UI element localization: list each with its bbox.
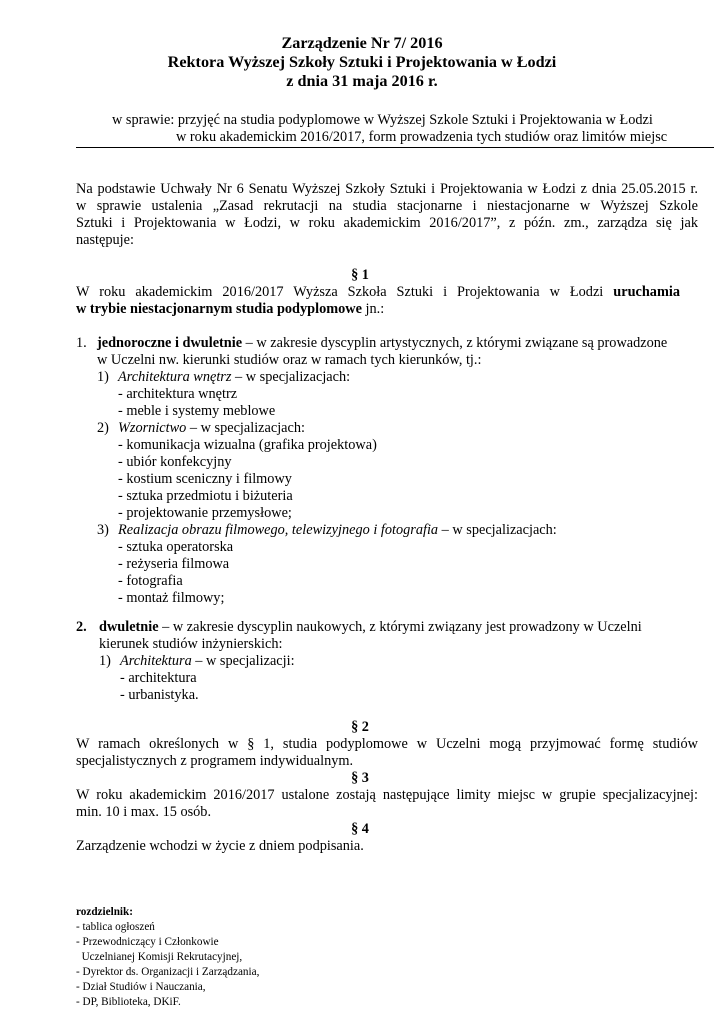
section-1-mark: § 1: [351, 267, 369, 283]
list-item: - kostium sceniczny i filmowy: [118, 471, 292, 487]
group-3-suffix: – w specjalizacjach:: [438, 522, 557, 538]
item-2-group-heading: [120, 653, 295, 670]
item-1-bold: jednoroczne i dwuletnie: [97, 335, 243, 351]
section-2-line-2: specjalistycznych z programem indywidualnym.: [76, 753, 354, 769]
list-item: - projektowanie przemysłowe;: [118, 505, 292, 521]
group-1-name: Architektura wnętrz: [118, 369, 232, 385]
list-item: - architektura: [120, 670, 197, 686]
list-item: - meble i systemy meblowe: [118, 403, 276, 419]
distribution-item: - Przewodniczący i Członkowie: [76, 936, 219, 948]
section-3-line-2: min. 10 i max. 15 osób.: [76, 804, 212, 820]
list-item: - montaż filmowy;: [118, 590, 225, 606]
item-2-group-number: 1): [99, 653, 111, 669]
distribution-item: - tablica ogłoszeń: [76, 921, 155, 933]
list-item: - urbanistyka.: [120, 687, 199, 703]
group-1-suffix: – w specjalizacjach:: [231, 369, 351, 385]
group-3-number: 3): [97, 522, 109, 538]
header-divider: [76, 147, 714, 148]
group-2-suffix: – w specjalizacjach:: [186, 420, 305, 436]
distribution-item: - DP, Biblioteka, DKiF.: [76, 996, 181, 1008]
distribution-item: Uczelnianej Komisji Rekrutacyjnej,: [76, 951, 243, 963]
list-item: - ubiór konfekcyjny: [118, 454, 232, 470]
group-2-name: Wzornictwo: [118, 420, 187, 436]
group-3-heading: [118, 522, 557, 539]
item-2-bold: dwuletnie: [99, 619, 159, 635]
preamble-line-3: Sztuki i Projektowania w Łodzi, w roku akademickim 2016/2017”, z późn. zm., zarządza się jak: [76, 215, 698, 231]
section-4-line-1: Zarządzenie wchodzi w życie z dniem podpisania.: [76, 838, 364, 854]
section-1-line-2: [76, 301, 384, 318]
distribution-heading: rozdzielnik:: [76, 906, 133, 918]
group-1-number: 1): [97, 369, 109, 385]
group-3-name: Realizacja obrazu filmowego, telewizyjnego i fotografia: [118, 522, 439, 538]
item-2-heading: [99, 619, 642, 636]
document-title: Zarządzenie Nr 7/ 2016: [281, 34, 443, 52]
item-2-group-name: Architektura: [120, 653, 192, 669]
group-1-heading: [118, 369, 350, 386]
list-item: - reżyseria filmowa: [118, 556, 230, 572]
section-1-line-1: [76, 284, 680, 301]
item-2-rest: – w zakresie dyscyplin naukowych, z którymi związany jest prowadzony w Uczelni: [158, 619, 642, 635]
section-1-bold-mode: w trybie niestacjonarnym studia podyplomowe: [76, 301, 362, 317]
item-2-group-suffix: – w specjalizacji:: [191, 653, 295, 669]
item-2-number: 2.: [76, 619, 87, 635]
section-1-text: W roku akademickim 2016/2017 Wyższa Szkoła Sztuki i Projektowania w Łodzi: [76, 284, 614, 300]
section-3-mark: § 3: [351, 770, 369, 786]
preamble-line-2: w sprawie ustalenia „Zasad rekrutacji na studia stacjonarne i niestacjonarne w Wyższej Szkole: [76, 198, 698, 214]
group-2-heading: [118, 420, 305, 437]
list-item: - sztuka operatorska: [118, 539, 234, 555]
subject-line-2: w roku akademickim 2016/2017, form prowadzenia tych studiów oraz limitów miejsc: [176, 129, 668, 145]
document-issuer: Rektora Wyższej Szkoły Sztuki i Projektowania w Łodzi: [167, 53, 557, 71]
item-1-heading: [97, 335, 667, 352]
list-item: - komunikacja wizualna (grafika projektowa): [118, 437, 377, 453]
item-1-continuation: w Uczelni nw. kierunki studiów oraz w ramach tych kierunków, tj.:: [97, 352, 482, 368]
section-1-bold-verb: uruchamia: [613, 284, 680, 300]
section-2-mark: § 2: [351, 719, 369, 735]
subject-line-1: w sprawie: przyjęć na studia podyplomowe w Wyższej Szkole Sztuki i Projektowania w Łodzi: [112, 112, 653, 128]
list-item: - architektura wnętrz: [118, 386, 238, 402]
section-1-suffix: jn.:: [361, 301, 385, 317]
preamble-line-4: następuje:: [76, 232, 134, 248]
item-1-number: 1.: [76, 335, 87, 351]
preamble-line-1: Na podstawie Uchwały Nr 6 Senatu Wyższej Szkoły Sztuki i Projektowania w Łodzi z dnia 25.05.2015 r.: [76, 181, 698, 197]
document-date: z dnia 31 maja 2016 r.: [286, 72, 438, 90]
list-item: - sztuka przedmiotu i biżuteria: [118, 488, 293, 504]
item-1-rest: – w zakresie dyscyplin artystycznych, z którymi związane są prowadzone: [242, 335, 668, 351]
section-2-line-1: W ramach określonych w § 1, studia podyplomowe w Uczelni mogą przyjmować formę studiów: [76, 736, 698, 752]
list-item: - fotografia: [118, 573, 183, 589]
item-2-continuation: kierunek studiów inżynierskich:: [99, 636, 283, 652]
section-4-mark: § 4: [351, 821, 369, 837]
group-2-number: 2): [97, 420, 109, 436]
section-3-line-1: W roku akademickim 2016/2017 ustalone zostają następujące limity miejsc w grupie specjalizacyjnej:: [76, 787, 698, 803]
distribution-item: - Dział Studiów i Nauczania,: [76, 981, 206, 993]
distribution-item: - Dyrektor ds. Organizacji i Zarządzania,: [76, 966, 260, 978]
